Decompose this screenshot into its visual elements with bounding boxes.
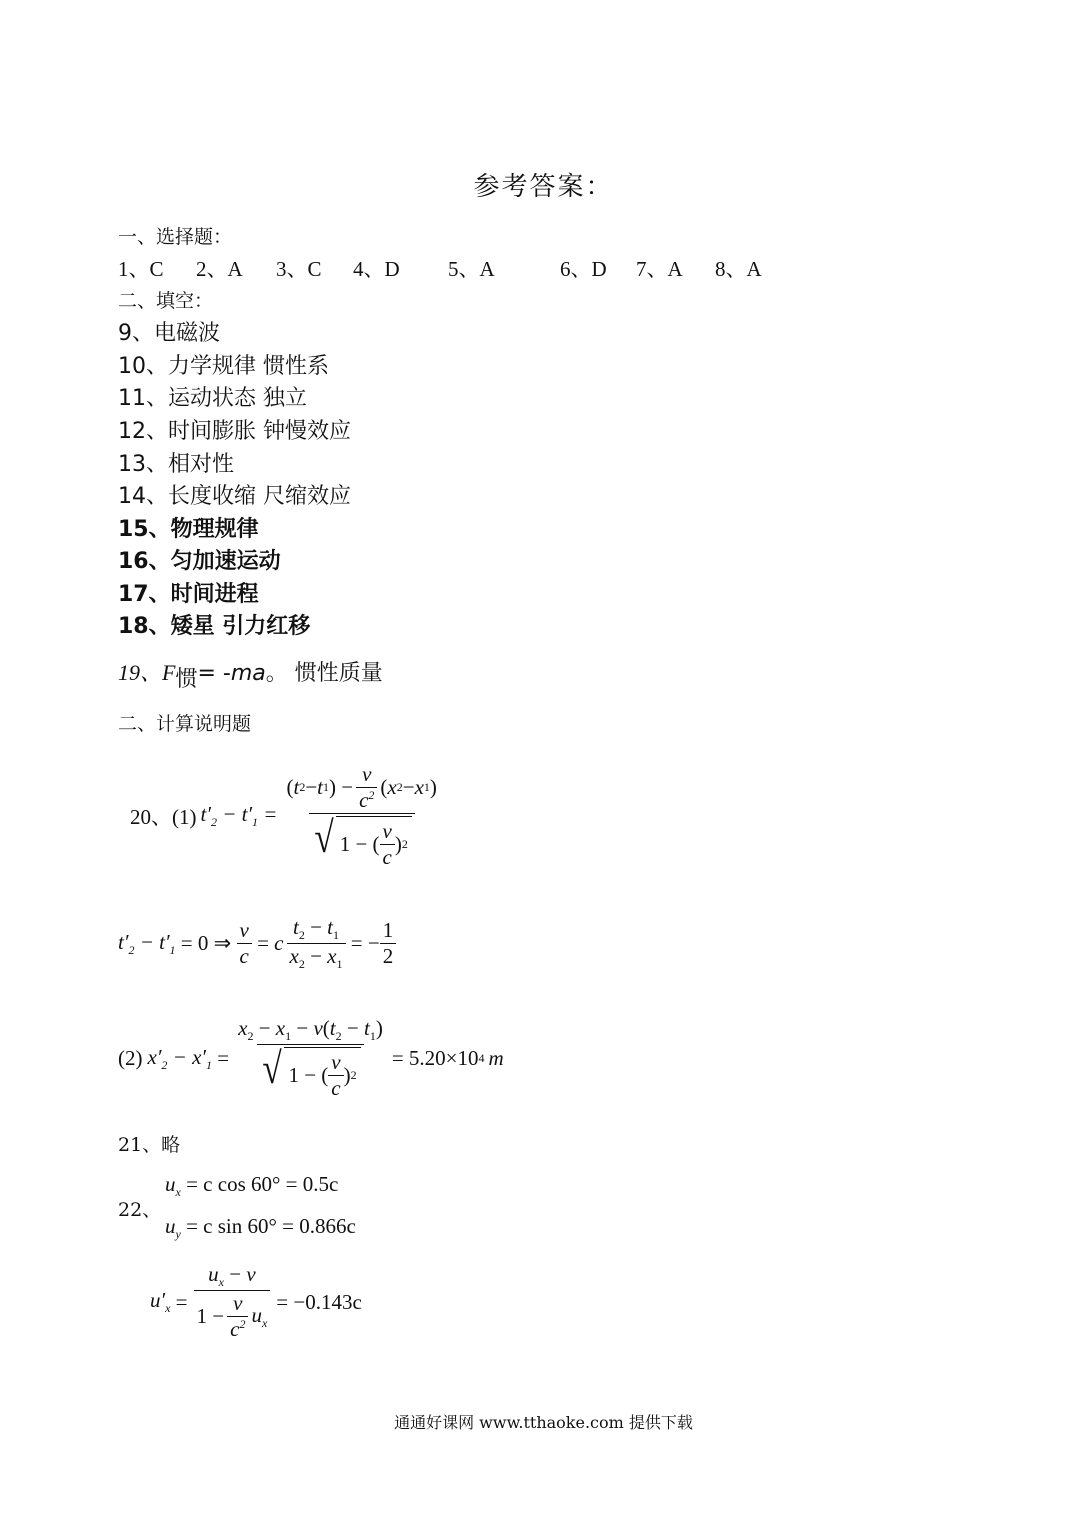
page-footer: 通通好课网 www.tthaoke.com 提供下载 [394, 1413, 693, 1432]
answer-5: 5、A [448, 257, 495, 281]
q20-exponent: 4 [478, 1051, 485, 1066]
item19-guan: 惯 [175, 667, 198, 692]
answer-4: 4、D [353, 257, 400, 281]
section-choice-heading: 一、选择题： [118, 226, 233, 248]
q22-result-value: = −0.143c [276, 1289, 362, 1314]
fill-item-18: 18、矮星 引力红移 [118, 614, 311, 639]
q20-result1-formula: $t'_2 - t'_1$ = 0 ⇒ $\frac{v}{c}$ = c $\frac{t_2 - t_1}{x_2 - x_1}$ = − $\frac{1}{2}$ [118, 915, 396, 972]
item19-f: F [162, 660, 176, 685]
answer-8: 8、A [715, 257, 762, 281]
q22-result-formula: $u'_x$ = $u_x - v$ 1 − $\frac{v}{c^2}$ $u_x$ = −0.143c [150, 1262, 362, 1342]
fill-item-16: 16、匀加速运动 [118, 549, 281, 574]
item19-eq: = - [197, 661, 231, 686]
fill-item-13: 13、相对性 [118, 452, 234, 477]
fill-item-19 [118, 656, 383, 692]
q20-label: 20、(1) [130, 805, 197, 829]
q22-uy-value: = c sin 60° = 0.866c [186, 1214, 356, 1238]
q22-label: 22、 [118, 1199, 162, 1221]
q20-part2-formula: (2) $x'_2 - x'_1$ = $x_2 - x_1 - v(t_2 - t_1)$ √ 1 − ( $\frac{v}{c}$ ) 2 = 5.20×10 4 m [118, 1016, 504, 1101]
q21-answer: 21、略 [118, 1134, 181, 1156]
fill-item-9: 9、电磁波 [118, 321, 220, 346]
q22-ux-formula: $u_x = c$ cos 60° = 0.5c [165, 1172, 339, 1200]
q20-result2: = 5.20×10 [391, 1046, 479, 1071]
fill-item-15: 15、物理规律 [118, 517, 259, 542]
answer-7: 7、A [636, 257, 683, 281]
section-calc-heading: 二、计算说明题 [118, 713, 252, 735]
section-fill-heading: 二、填空： [118, 290, 214, 312]
q22-uy-formula: $u_y = c$ sin 60° = 0.866c [165, 1214, 356, 1242]
q20-result1-value: $\frac{1}{2}$ [380, 918, 397, 969]
answer-1: 1、C [118, 257, 164, 281]
q20-part2-label: (2) [118, 1046, 143, 1071]
fill-item-11: 11、运动状态 独立 [118, 386, 307, 411]
q22-ux-value: = c cos 60° = 0.5c [186, 1172, 339, 1196]
item19-tail: 。 惯性质量 [265, 661, 383, 686]
fill-item-12: 12、时间膨胀 钟慢效应 [118, 419, 351, 444]
item19-num: 19、 [118, 660, 163, 685]
page-title: 参考答案： [473, 172, 614, 202]
fill-item-10: 10、力学规律 惯性系 [118, 354, 329, 379]
answer-2: 2、A [196, 257, 243, 281]
fill-item-14: 14、长度收缩 尺缩效应 [118, 484, 351, 509]
q20-part1-formula: 20、(1) $t'_2 - t'_1$ = ( t 2 − t 1 ) − $\frac{v}{c^2}$ ( x 2 − x 1 ) √ 1 − ( $\frac{v}{c}$ ) 2 [130, 762, 437, 869]
item19-ma: ma [230, 661, 266, 686]
q20-unit: m [488, 1046, 504, 1071]
fill-item-17: 17、时间进程 [118, 582, 259, 607]
answer-3: 3、C [276, 257, 322, 281]
answer-6: 6、D [560, 257, 607, 281]
